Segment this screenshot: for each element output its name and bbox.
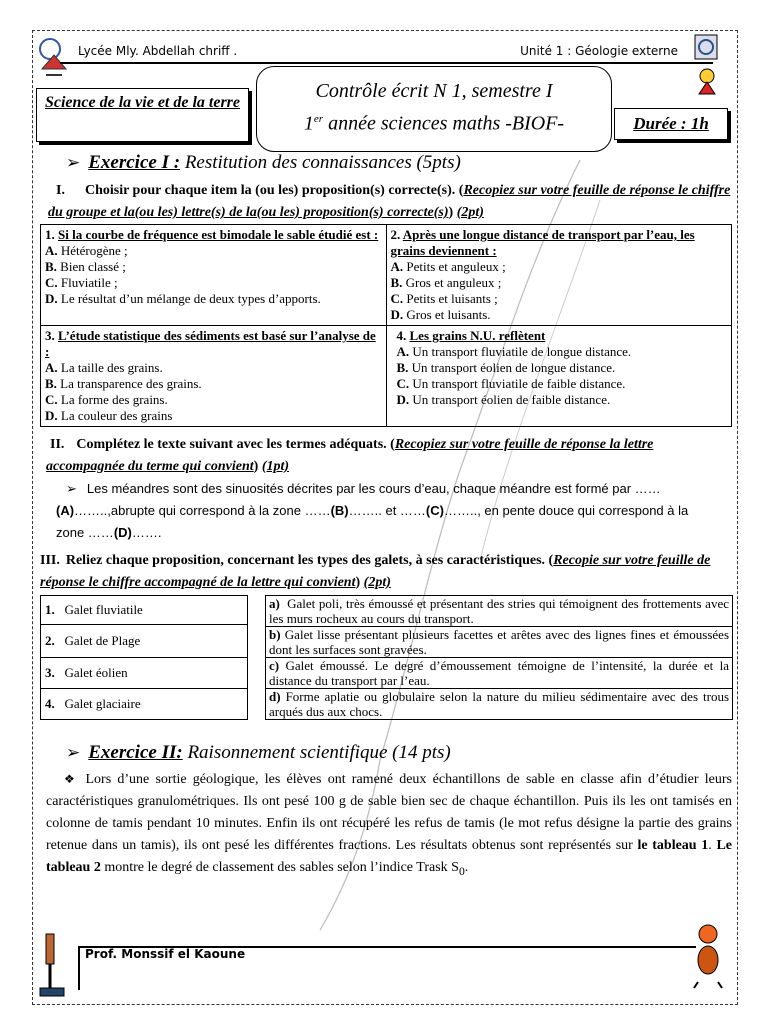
characteristic-row: c) Galet émoussé. Le degré d’émoussement témoigne de l’intensité, la durée et la distance du transport par l’eau.: [266, 658, 733, 689]
arrow-bullet-icon: ➢: [66, 743, 81, 762]
part2-instruction: II. Complétez le texte suivant avec les termes adéquats. (Recopiez sur votre feuille de réponse la lettre accompagnée du terme qui convient) (1pt): [46, 437, 654, 474]
mcq-item-1: 1. Si la courbe de fréquence est bimodale le sable étudié est : A. Hétérogène ; B. Bien classé ; C. Fluviatile ; D. Le résultat d’un mélange de deux types d’apports.: [41, 225, 387, 326]
part2-text: ➢ Les méandres sont des sinuosités décrites par les cours d’eau, chaque méandre est formé par ……(A)……..,abrupte qui correspond à la zone ……(B)…….. et ……(C)…….., en pente douce qui correspond à la zone ……(D)…….: [56, 481, 689, 540]
part1-instruction: I. Choisir pour chaque item la (ou les) proposition(s) correcte(s). (Recopiez sur votre feuille de réponse le chiffre du groupe et la(ou les) lettre(s) de la(ou les) proposition(s) correcte(s)) (2pt): [48, 183, 731, 220]
school-name: Lycée Mly. Abdellah chriff .: [78, 44, 238, 58]
pebble-type-row: 3. Galet éolien: [41, 658, 248, 689]
mcq-table: [40, 224, 732, 427]
exam-title-line2: 1er année sciences maths -BIOF-: [303, 112, 565, 135]
diamond-bullet-icon: ❖: [64, 772, 78, 786]
characteristic-row: a) Galet poli, très émoussé et présentant des stries qui témoignent des frottements avec les murs rocheux au cours du transport.: [266, 596, 733, 627]
pebble-type-row: 1. Galet fluviatile: [41, 596, 248, 625]
arrow-bullet-icon: ➢: [66, 481, 77, 496]
mcq-item-2: 2. Après une longue distance de transport par l’eau, les grains deviennent : A. Petits et anguleux ; B. Gros et anguleux ; C. Petits et luisants ; D. Gros et luisants.: [386, 225, 732, 326]
mcq-item-4: 4. Les grains N.U. reflètent A. Un transport fluviatile de longue distance. B. Un transport éolien de longue distance. C. Un transport fluviatile de faible distance. D. Un transport éolien de faible distance.: [386, 326, 732, 427]
characteristic-row: b) Galet lisse présentant plusieurs facettes et arêtes avec des lignes fines et émoussées dont les surfaces sont gravées.: [266, 627, 733, 658]
pebble-type-row: 2. Galet de Plage: [41, 625, 248, 658]
exercise1-title: ➢ Exercice I : Restitution des connaissances (5pts): [66, 152, 461, 173]
arrow-bullet-icon: ➢: [66, 153, 81, 172]
exam-title-box: [256, 66, 612, 152]
pebble-characteristics-table: [265, 595, 733, 720]
exercise2-text: ❖ Lors d’une sortie géologique, les élèves ont ramené deux échantillons de sable en classe afin d’étudier leurs caractéristiques granulométriques. Ils ont pesé 100 g de sable bien sec de chaque échantillon. Puis ils les ont tamisés en colonne de tamis pendant 10 minutes. Enfin ils ont récupéré les refus de tamis (le mot refus désigne la partie des grains retenue dans un tamis), ils ont pesé les différentes fractions. Les résultats obtenus sont représentés sur le tableau 1. Le tableau 2 montre le degré de classement des sables selon l’indice Trask $S_0$.: [46, 772, 732, 878]
pebble-type-row: 4. Galet glaciaire: [41, 689, 248, 720]
footer-divider: [78, 946, 80, 990]
school-logo-icon: [36, 35, 72, 77]
exam-title-line1: Contrôle écrit N 1, semestre I: [315, 80, 553, 102]
mcq-item-3: 3. L’étude statistique des sédiments est basé sur l’analyse de : A. La taille des grains. B. La transparence des grains. C. La forme des grains. D. La couleur des grains: [41, 326, 387, 427]
duration-box: Durée : 1h: [614, 108, 728, 140]
exercise2-title: ➢ Exercice II: Raisonnement scientifique (14 pts): [66, 742, 451, 763]
microscope-icon: [34, 930, 68, 1000]
part3-instruction: III. Reliez chaque proposition, concernant les types des galets, à ses caractéristiques. (Recopie sur votre feuille de réponse le chiffre accompagné de la lettre qui convient) (2pt): [40, 553, 711, 590]
author-name: Prof. Monssif el Kaoune: [85, 947, 246, 961]
pebble-types-table: [40, 595, 248, 720]
unit-label: Unité 1 : Géologie externe: [520, 44, 678, 58]
subject-box: Science de la vie et de la terre: [36, 88, 249, 142]
mascot-icon: [694, 66, 720, 96]
header-rule: [60, 62, 713, 64]
ant-mascot-icon: [688, 920, 728, 990]
globe-icon: [694, 34, 718, 60]
characteristic-row: d) Forme aplatie ou globulaire selon la nature du milieu sédimentaire avec des trous arqués dus aux chocs.: [266, 689, 733, 720]
